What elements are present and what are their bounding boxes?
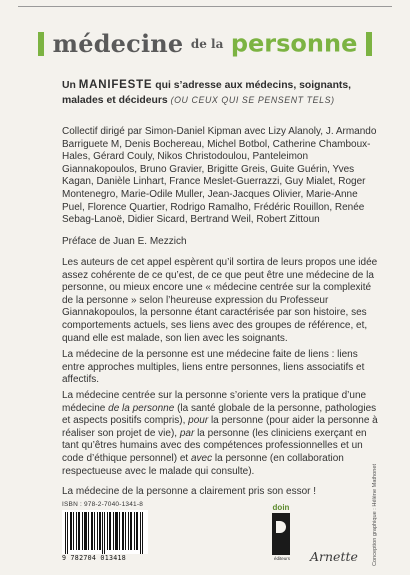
paragraph-4 (62, 486, 380, 499)
green-bar-right (366, 32, 372, 56)
paragraph-2-text: La médecine de la personne est une médecine faite de liens : liens entre approches multiples, liens entre personnes, liens associatifs et affectifs. (62, 349, 365, 386)
p3-b: de la personne (108, 402, 175, 414)
paragraph-2 (62, 349, 380, 387)
p3-i: la personne (en collaboration respectueuse avec le malade qui consulte). (62, 452, 344, 477)
p3-a: La médecine centrée sur la personne s’oriente vers la pratique d’une médecine (62, 390, 367, 414)
barcode-graphic (62, 510, 148, 554)
paragraph-1 (62, 257, 380, 345)
top-rule (18, 6, 392, 7)
paragraph-3 (62, 390, 380, 478)
paragraph-1-text: Les auteurs de cet appel espèrent qu’il sortira de leurs propos une idée assez cohérente de ce qu’est, de ce que peut être une médecine de la personne, ou mieux encore une « médecine centrée sur la complexité de la personne » selon l’heureuse expression du Professeur Giannakopoulos, la personne étant caractérisée par son histoire, ses comportements actuels, ses liens avec des groupes de référence, et, quand elle est malade, son lien avec les soignants. (62, 257, 378, 344)
p3-f: par (179, 427, 195, 439)
subtitle-parenthetical: (OU CEUX QUI SE PENSENT TELS) (170, 95, 335, 105)
subtitle-part2: qui s’adresse aux médecins, soignants, malades et décideurs (62, 80, 352, 106)
paragraph-3-text (62, 390, 380, 478)
green-bar-left (38, 32, 44, 56)
contributors-list (62, 126, 380, 227)
p3-c: (la santé globale de la personne, pathologies et aspects positifs compris), (62, 402, 377, 427)
paragraph-4-text: La médecine de la personne a clairement pris son essor ! (62, 486, 317, 497)
p3-e: la personne (pour aider la personne à réaliser son projet de vie), (62, 415, 378, 439)
subtitle (62, 78, 370, 108)
barcode (62, 510, 148, 554)
arnette-logo: Arnette (310, 549, 358, 564)
doin-logo-icon (272, 513, 290, 555)
title-connector: de la (190, 36, 224, 51)
subtitle-part1: Un (62, 80, 79, 91)
isbn: ISBN : 978-2-7040-1341-8 (62, 501, 144, 508)
book-title (0, 29, 410, 58)
doin-logo-text: doin (272, 503, 290, 512)
p3-g: la personne (les cliniciens exerçant en tant qu’êtres humains avec des compétences professionnelles et un code d’éthique personnel) et (62, 427, 367, 464)
title-personne: personne (230, 29, 358, 58)
p3-h: avec (190, 452, 213, 464)
preface-text: Préface de Juan E. Mezzich (62, 236, 187, 247)
preface (62, 236, 380, 249)
subtitle-manifeste: MANIFESTE (78, 79, 153, 91)
barcode-number: 9 782704 013418 (62, 554, 127, 562)
p3-d: pour (188, 415, 209, 427)
design-credit: Conception graphique : Hélène Mathonet (372, 463, 378, 566)
doin-logo-sub: éditeurs (273, 556, 290, 561)
contributors-text: Collectif dirigé par Simon-Daniel Kipman avec Lizy Alanoly, J. Armando Barriguete M, Denis Bochereau, Michel Botbol, Catherine Chamboux-Hales, Gérard Couly, Nikos Christodoulou, Panteleimon Giannakopoulos, Bruno Gravier, Brigitte Greis, Guite Guérin, Yves Kagan, Danièle Linhart, France Meslet-Guerrazzi, Guy Mialet, Roger Montenegro, Marie-Odile Muller, Jean-Jacques Olivier, Marie-Anne Puel, Florence Quartier, Rodrigo Ramalho, Frédéric Rouillon, Renée Sebag-Lanoë, Didier Sicard, Bertrand Weil, Robert Zittoun (62, 126, 377, 226)
title-medecine: médecine (52, 29, 184, 58)
